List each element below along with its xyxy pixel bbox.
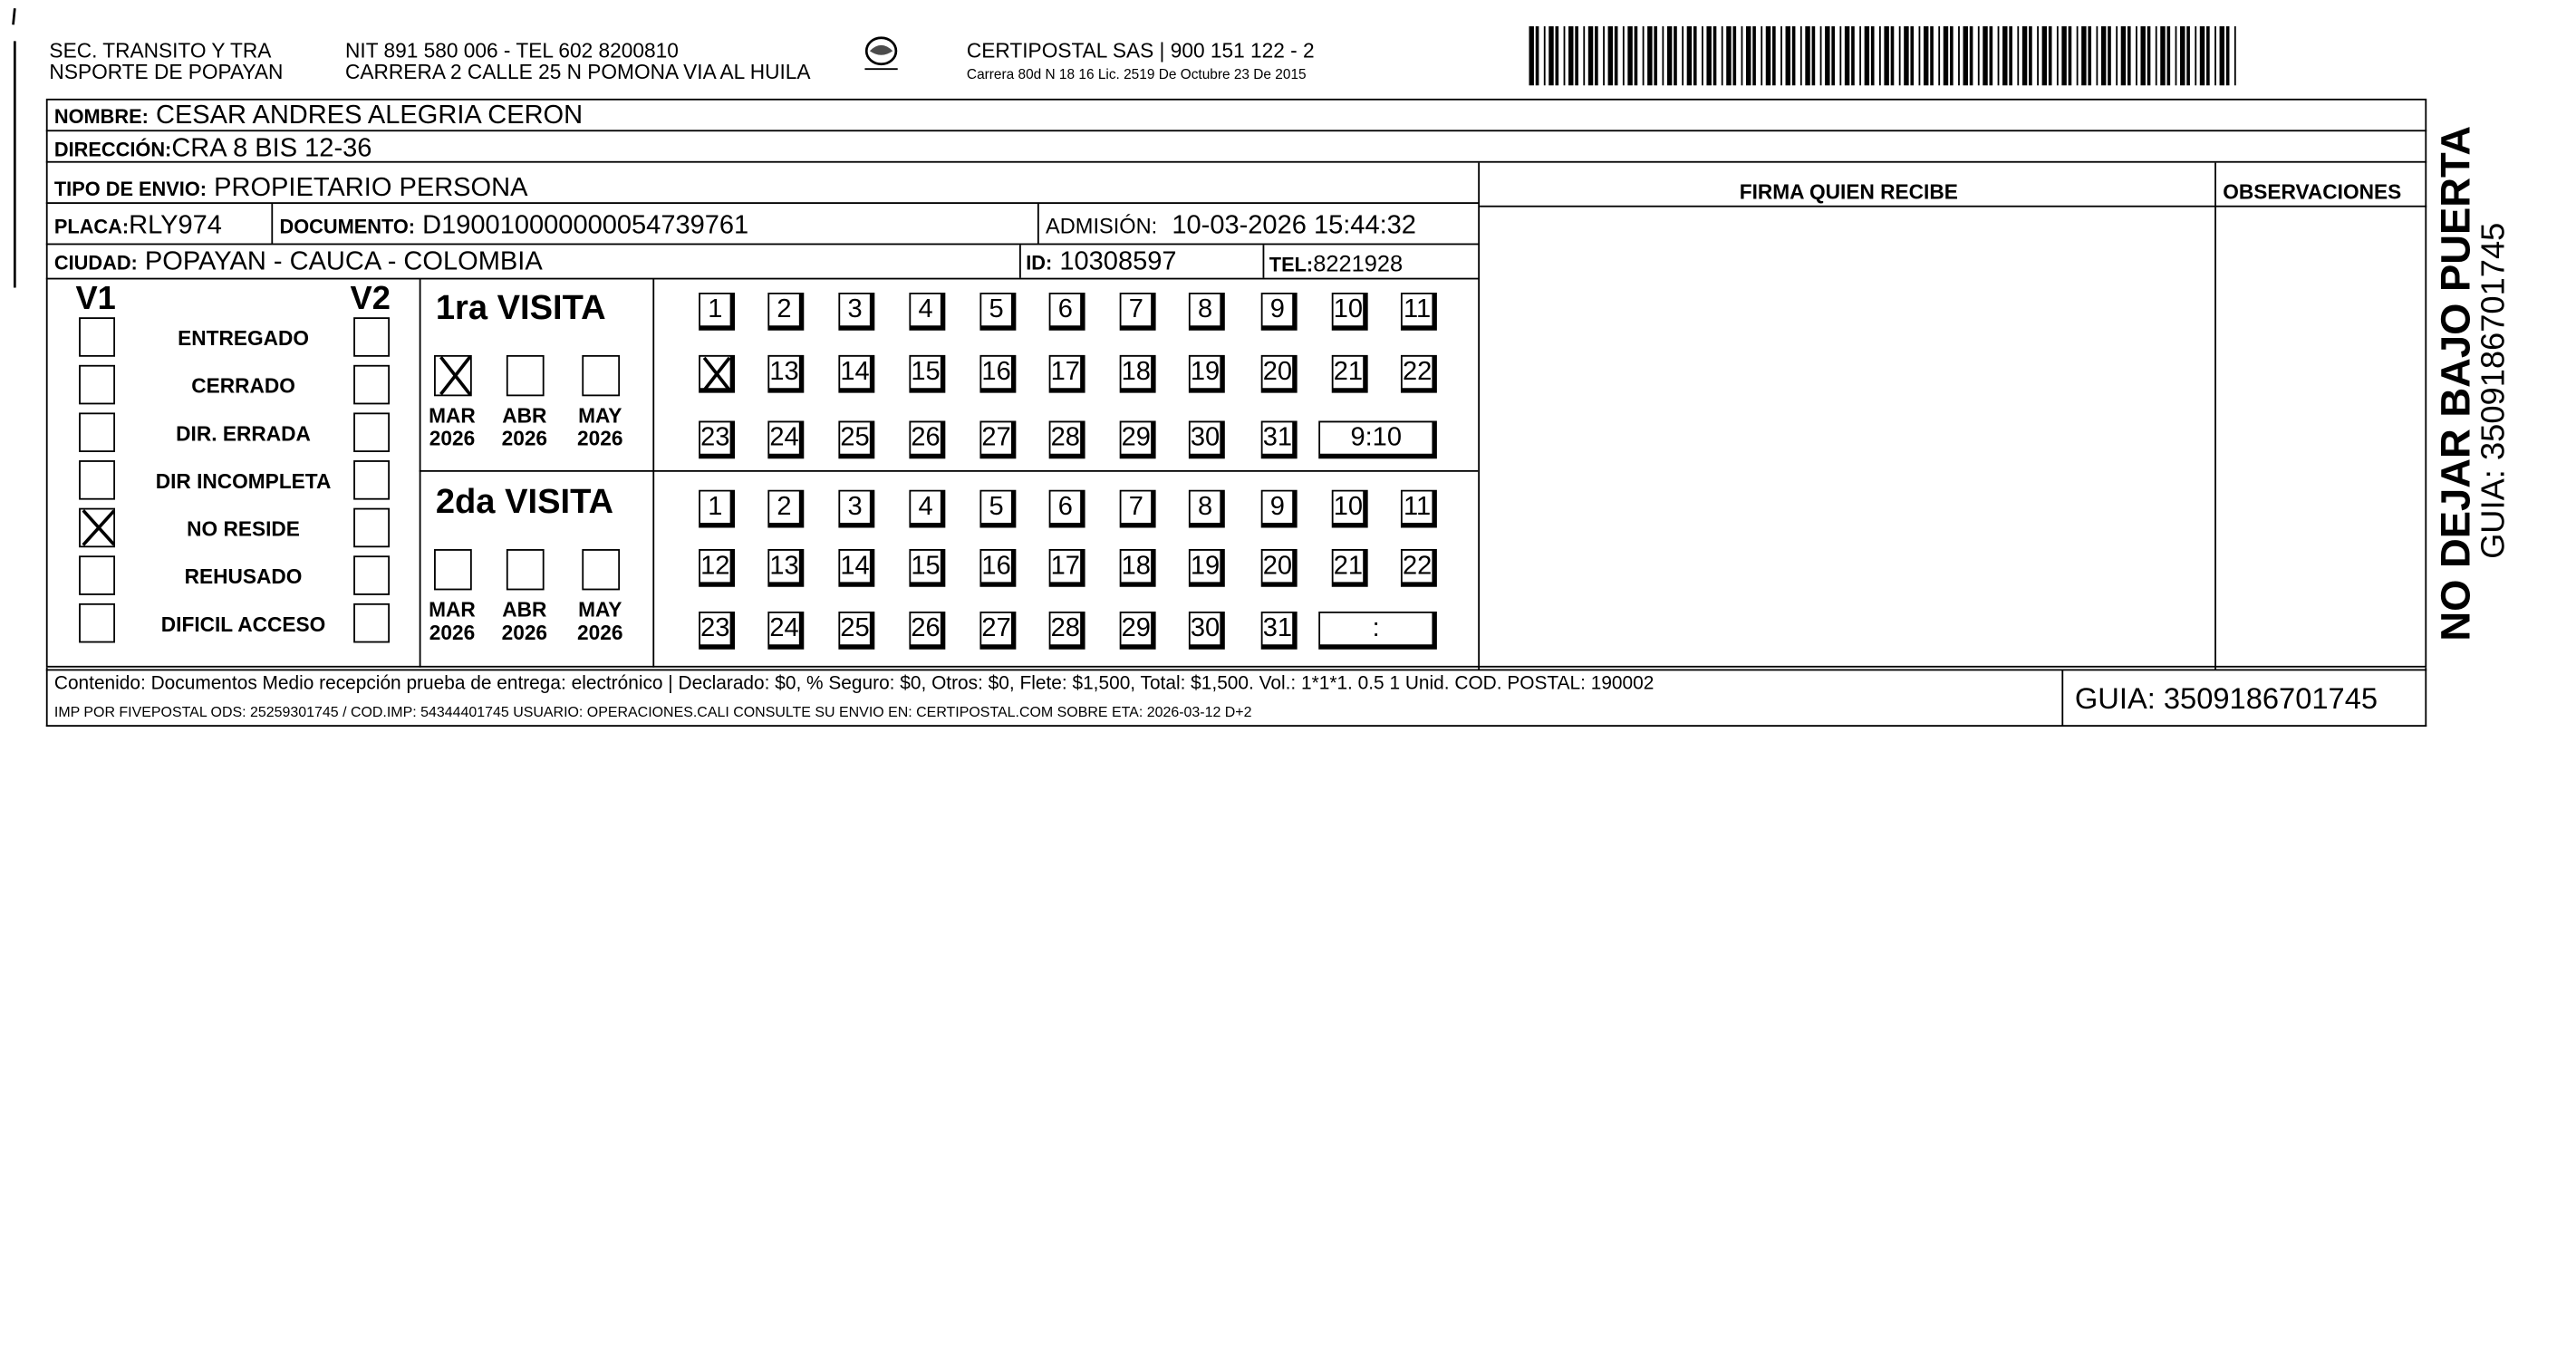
admision-label: ADMISIÓN: bbox=[1046, 213, 1158, 239]
first-day-5[interactable]: 5 bbox=[979, 293, 1016, 331]
second-day-9[interactable]: 9 bbox=[1261, 490, 1298, 528]
v2-checkbox-6[interactable] bbox=[353, 555, 390, 595]
first-month-label: ABR 2026 bbox=[501, 404, 548, 451]
v1-checkbox-2[interactable] bbox=[79, 365, 115, 405]
first-day-13[interactable]: 13 bbox=[767, 355, 804, 393]
tel-value: 8221928 bbox=[1313, 249, 1404, 276]
v2-checkbox-5[interactable] bbox=[353, 508, 390, 548]
first-day-10[interactable]: 10 bbox=[1332, 293, 1368, 331]
firma-label: FIRMA QUIEN RECIBE bbox=[1739, 180, 1958, 204]
second-day-26[interactable]: 26 bbox=[909, 612, 945, 650]
v1-checkbox-4[interactable] bbox=[79, 460, 115, 500]
first-day-12[interactable] bbox=[699, 355, 735, 393]
direccion-label: DIRECCIÓN: bbox=[53, 138, 172, 161]
first-day-30[interactable]: 30 bbox=[1189, 421, 1225, 459]
second-month-checkbox-abr[interactable] bbox=[507, 549, 545, 590]
tipo-label: TIPO DE ENVIO: bbox=[53, 177, 207, 201]
second-day-31[interactable]: 31 bbox=[1261, 612, 1298, 650]
nombre-value: CESAR ANDRES ALEGRIA CERON bbox=[155, 101, 584, 130]
first-day-31[interactable]: 31 bbox=[1261, 421, 1298, 459]
first-month-label: MAY 2026 bbox=[577, 404, 623, 451]
second-day-3[interactable]: 3 bbox=[838, 490, 874, 528]
first-day-17[interactable]: 17 bbox=[1049, 355, 1085, 393]
first-month-checkbox-abr[interactable] bbox=[507, 355, 545, 396]
placa-value: RLY974 bbox=[129, 212, 222, 240]
first-day-27[interactable]: 27 bbox=[979, 421, 1016, 459]
second-day-4[interactable]: 4 bbox=[909, 490, 945, 528]
first-day-14[interactable]: 14 bbox=[838, 355, 874, 393]
second-day-27[interactable]: 27 bbox=[979, 612, 1016, 650]
tipo-value: PROPIETARIO PERSONA bbox=[214, 174, 528, 203]
first-day-11[interactable]: 11 bbox=[1401, 293, 1437, 331]
first-month-checkbox-mar[interactable] bbox=[434, 355, 472, 396]
tipo-row bbox=[54, 176, 528, 202]
second-day-19[interactable]: 19 bbox=[1189, 549, 1225, 587]
v2-label: V2 bbox=[350, 281, 391, 318]
second-day-8[interactable]: 8 bbox=[1189, 490, 1225, 528]
placa-row bbox=[54, 214, 222, 240]
nombre-row bbox=[54, 103, 583, 130]
status-label: ENTREGADO bbox=[178, 327, 310, 351]
direccion-row bbox=[53, 134, 372, 163]
second-day-24[interactable]: 24 bbox=[767, 612, 804, 650]
second-day-14[interactable]: 14 bbox=[838, 549, 874, 587]
second-time[interactable]: : bbox=[1318, 612, 1437, 650]
documento-label: DOCUMENTO: bbox=[279, 215, 416, 239]
id-row bbox=[1026, 247, 1177, 276]
ciudad-label: CIUDAD: bbox=[53, 251, 138, 275]
signature-area[interactable] bbox=[1481, 208, 2212, 665]
first-day-20[interactable]: 20 bbox=[1261, 355, 1298, 393]
second-month-checkbox-mar[interactable] bbox=[434, 549, 472, 590]
status-label: CERRADO bbox=[191, 374, 295, 399]
second-day-18[interactable]: 18 bbox=[1120, 549, 1156, 587]
second-month-checkbox-may[interactable] bbox=[582, 549, 620, 590]
nombre-label: NOMBRE: bbox=[53, 105, 149, 129]
documento-row bbox=[279, 214, 748, 240]
second-day-23[interactable]: 23 bbox=[699, 612, 735, 650]
second-day-25[interactable]: 25 bbox=[838, 612, 874, 650]
status-label: DIR INCOMPLETA bbox=[155, 469, 332, 494]
second-month-label: MAY 2026 bbox=[577, 598, 623, 645]
first-day-21[interactable]: 21 bbox=[1332, 355, 1368, 393]
first-day-18[interactable]: 18 bbox=[1120, 355, 1156, 393]
second-day-20[interactable]: 20 bbox=[1261, 549, 1298, 587]
second-month-label: ABR 2026 bbox=[501, 598, 548, 645]
first-day-6[interactable]: 6 bbox=[1049, 293, 1085, 331]
second-day-16[interactable]: 16 bbox=[979, 549, 1016, 587]
courier-license: Carrera 80d N 18 16 Lic. 2519 De Octubre 23 De 2015 bbox=[966, 65, 1307, 82]
status-label: DIR. ERRADA bbox=[176, 422, 311, 446]
first-day-1[interactable]: 1 bbox=[699, 293, 735, 331]
second-day-22[interactable]: 22 bbox=[1401, 549, 1437, 587]
second-visit-title: 2da VISITA bbox=[435, 483, 614, 522]
first-month-checkbox-may[interactable] bbox=[582, 355, 620, 396]
hand-mark-icon bbox=[10, 8, 14, 287]
ciudad-row bbox=[53, 247, 543, 276]
v2-checkbox-1[interactable] bbox=[353, 317, 390, 357]
direccion-value: CRA 8 BIS 12-36 bbox=[171, 134, 372, 163]
second-day-6[interactable]: 6 bbox=[1049, 490, 1085, 528]
v1-label: V1 bbox=[75, 281, 116, 318]
tel-row bbox=[1269, 249, 1404, 278]
first-day-3[interactable]: 3 bbox=[838, 293, 874, 331]
sender-name-line2: NSPORTE DE POPAYAN bbox=[49, 61, 284, 84]
second-day-1[interactable]: 1 bbox=[699, 490, 735, 528]
v2-checkbox-2[interactable] bbox=[353, 365, 390, 405]
first-day-2[interactable]: 2 bbox=[767, 293, 804, 331]
second-day-13[interactable]: 13 bbox=[767, 549, 804, 587]
second-day-29[interactable]: 29 bbox=[1120, 612, 1156, 650]
observaciones-label: OBSERVACIONES bbox=[2223, 180, 2402, 204]
documento-value: D190010000000054739761 bbox=[422, 212, 749, 240]
second-day-12[interactable]: 12 bbox=[699, 549, 735, 587]
first-day-16[interactable]: 16 bbox=[979, 355, 1016, 393]
second-day-28[interactable]: 28 bbox=[1049, 612, 1085, 650]
second-day-17[interactable]: 17 bbox=[1049, 549, 1085, 587]
v1-checkbox-5[interactable] bbox=[79, 508, 115, 548]
contenido-text: Contenido: Documentos Medio recepción prueba de entrega: electrónico | Declarado: $0, % Seguro: $0, Otros: $0, Flete: $1,500, Total: $1,500. Vol.: 1*1*1. 0.5 1 Unid. COD. POSTAL: 190002 bbox=[53, 673, 1655, 694]
courier-logo-icon bbox=[862, 33, 902, 72]
status-label: DIFICIL ACCESO bbox=[160, 612, 326, 637]
first-month-label: MAR 2026 bbox=[429, 404, 476, 451]
v1-checkbox-1[interactable] bbox=[79, 317, 115, 357]
first-day-8[interactable]: 8 bbox=[1189, 293, 1225, 331]
v2-checkbox-3[interactable] bbox=[353, 412, 390, 452]
first-day-25[interactable]: 25 bbox=[838, 421, 874, 459]
v1-checkbox-6[interactable] bbox=[79, 555, 115, 595]
courier-name: CERTIPOSTAL SAS | 900 151 122 - 2 bbox=[966, 39, 1315, 63]
ciudad-value: POPAYAN - CAUCA - COLOMBIA bbox=[144, 247, 543, 276]
first-day-15[interactable]: 15 bbox=[909, 355, 945, 393]
imp-text: IMP POR FIVEPOSTAL ODS: 25259301745 / COD.IMP: 54344401745 USUARIO: OPERACIONES.CALI CONSULTE SU ENVIO EN: CERTIPOSTAL.COM SOBRE ETA: 2026-03-12 D+2 bbox=[53, 703, 1252, 720]
first-time[interactable]: 9:10 bbox=[1318, 421, 1437, 459]
first-day-22[interactable]: 22 bbox=[1401, 355, 1437, 393]
barcode bbox=[1529, 26, 2239, 85]
second-month-label: MAR 2026 bbox=[429, 598, 476, 645]
sender-nit: NIT 891 580 006 - TEL 602 8200810 bbox=[345, 39, 679, 63]
placa-label: PLACA: bbox=[53, 215, 130, 239]
second-day-15[interactable]: 15 bbox=[909, 549, 945, 587]
first-day-23[interactable]: 23 bbox=[699, 421, 735, 459]
second-day-21[interactable]: 21 bbox=[1332, 549, 1368, 587]
id-label: ID: bbox=[1026, 251, 1053, 275]
sender-address: CARRERA 2 CALLE 25 N POMONA VIA AL HUILA bbox=[345, 61, 811, 84]
status-label: REHUSADO bbox=[184, 565, 303, 589]
sender-name-line1: SEC. TRANSITO Y TRA bbox=[49, 39, 272, 63]
guia-footer: GUIA: 3509186701745 bbox=[2074, 682, 2378, 716]
second-day-11[interactable]: 11 bbox=[1401, 490, 1437, 528]
no-dejar-bajo-puerta: NO DEJAR BAJO PUERTA bbox=[2433, 125, 2480, 641]
v2-checkbox-7[interactable] bbox=[353, 603, 390, 643]
first-day-24[interactable]: 24 bbox=[767, 421, 804, 459]
first-day-7[interactable]: 7 bbox=[1120, 293, 1156, 331]
second-day-5[interactable]: 5 bbox=[979, 490, 1016, 528]
v1-checkbox-7[interactable] bbox=[79, 603, 115, 643]
admision-value: 10-03-2026 15:44:32 bbox=[1172, 212, 1416, 240]
first-day-29[interactable]: 29 bbox=[1120, 421, 1156, 459]
v1-checkbox-3[interactable] bbox=[79, 412, 115, 452]
second-day-7[interactable]: 7 bbox=[1120, 490, 1156, 528]
second-day-30[interactable]: 30 bbox=[1189, 612, 1225, 650]
first-visit-title: 1ra VISITA bbox=[435, 289, 606, 328]
first-day-26[interactable]: 26 bbox=[909, 421, 945, 459]
status-label: NO RESIDE bbox=[187, 517, 300, 541]
observations-area[interactable] bbox=[2218, 208, 2422, 665]
first-day-28[interactable]: 28 bbox=[1049, 421, 1085, 459]
first-day-9[interactable]: 9 bbox=[1261, 293, 1298, 331]
guia-vertical: GUIA: 3509186701745 bbox=[2475, 222, 2513, 559]
first-day-4[interactable]: 4 bbox=[909, 293, 945, 331]
tel-label: TEL: bbox=[1269, 253, 1314, 276]
second-day-2[interactable]: 2 bbox=[767, 490, 804, 528]
second-day-10[interactable]: 10 bbox=[1332, 490, 1368, 528]
admision-row bbox=[1046, 214, 1416, 240]
v2-checkbox-4[interactable] bbox=[353, 460, 390, 500]
id-value: 10308597 bbox=[1059, 247, 1177, 276]
first-day-19[interactable]: 19 bbox=[1189, 355, 1225, 393]
